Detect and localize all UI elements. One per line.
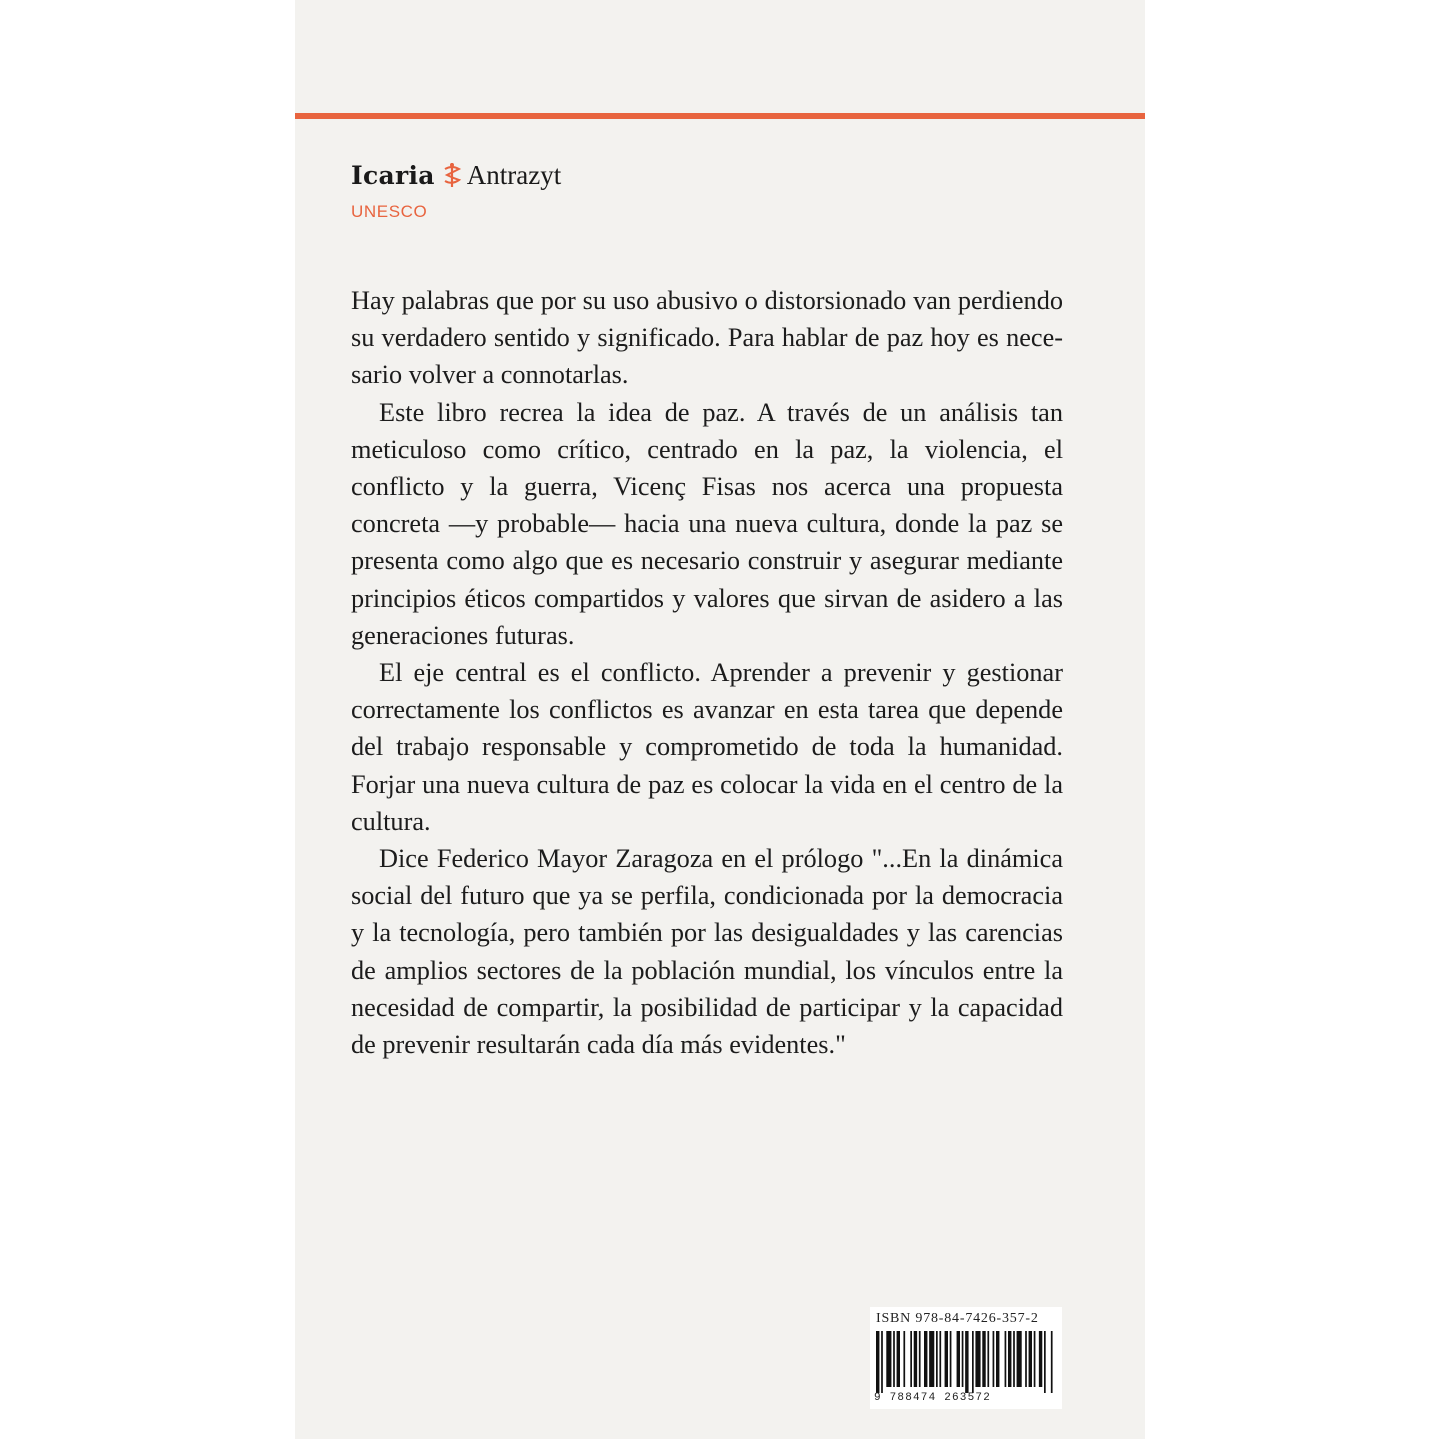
barcode-bar [903, 1331, 905, 1387]
icaria-mark-icon [441, 162, 463, 188]
barcode-bar [1034, 1331, 1036, 1387]
barcode-bar [939, 1331, 941, 1387]
barcode-bar [993, 1331, 995, 1387]
barcode-bar [965, 1331, 968, 1393]
isbn-label: ISBN 978-84-7426-357-2 [876, 1311, 1039, 1326]
barcode-bar [996, 1331, 999, 1387]
barcode-bar [893, 1331, 895, 1387]
barcode-bar [1039, 1331, 1042, 1387]
blurb-paragraph: El eje central es el conflicto. Aprender a prevenir y gestionar correctamente los conflictos es avanzar en esta tarea que depende del trabajo responsable y comprometido de toda la humanidad. Forjar una nueva cultura de paz es colocar la vida en el centro de la cultura. [351, 658, 1063, 836]
barcode-bar [1051, 1331, 1053, 1393]
barcode-bar [1013, 1331, 1015, 1387]
publisher-name: Icaria [351, 161, 435, 190]
blurb-paragraph: Este libro recrea la idea de paz. A través de un análisis tan meticuloso como crítico, centrado en la paz, la violencia, el conflicto y la guerra, Vicenç Fisas nos acerca una propuesta concreta —y probable— hacia una nueva cultura, donde la paz se presenta como algo que es necesario construir y asegurar mediante principios éticos compartidos y valores que sirvan de asidero a las generaciones futuras. [351, 397, 1063, 650]
barcode-bar [910, 1331, 912, 1387]
barcode-bar [987, 1331, 989, 1387]
blurb-paragraph: Dice Federico Mayor Zaragoza en el prólogo "...En la dinámica social del futuro que ya se perfila, condicionada por la democracia y la tecnología, pero también por las desigualdades y las carencias de amplios sectores de la población mundial, los vínculos entre la necesidad de compartir, la posibilidad de participar y la capacidad de prevenir resultarán cada día más evidentes." [351, 844, 1063, 1060]
barcode-bar [914, 1331, 917, 1387]
barcode-bar [975, 1331, 980, 1387]
barcode-bar [1029, 1331, 1032, 1387]
barcode-bar [945, 1331, 948, 1387]
barcode-bar [881, 1331, 883, 1393]
barcode-bar [1025, 1331, 1027, 1387]
blurb-paragraph: Hay palabras que por su uso abusivo o distorsionado van perdiendo su verdadero sentido y significado. Para hablar de paz hoy es nece-sario volver a connotarlas. [351, 286, 1063, 390]
barcode-bar [936, 1331, 938, 1387]
barcode-bar [957, 1331, 960, 1387]
barcode-panel [870, 1307, 1062, 1409]
barcode-bar [1005, 1331, 1007, 1387]
back-cover [295, 0, 1145, 1439]
collection-name: Antrazyt [466, 160, 562, 190]
barcode-bar [876, 1331, 879, 1393]
publisher-brand [351, 160, 561, 191]
back-cover-blurb [351, 282, 1063, 1063]
series-label: UNESCO [351, 202, 428, 221]
barcode-bar [919, 1331, 921, 1387]
barcode-bar [897, 1331, 900, 1387]
barcode-icon [876, 1331, 1056, 1393]
barcode-digits: 9 788474 263572 [874, 1392, 992, 1404]
barcode-bar [972, 1331, 974, 1393]
barcode-bar [929, 1331, 934, 1387]
barcode-bar [924, 1331, 927, 1387]
barcode-bar [962, 1331, 964, 1387]
barcode-bar [1008, 1331, 1011, 1387]
barcode-bar [1017, 1331, 1022, 1387]
barcode-bar [950, 1331, 952, 1387]
top-accent-rule [295, 113, 1145, 119]
barcode-bar [982, 1331, 985, 1387]
barcode-bar [886, 1331, 891, 1387]
barcode-bar [1044, 1331, 1046, 1393]
